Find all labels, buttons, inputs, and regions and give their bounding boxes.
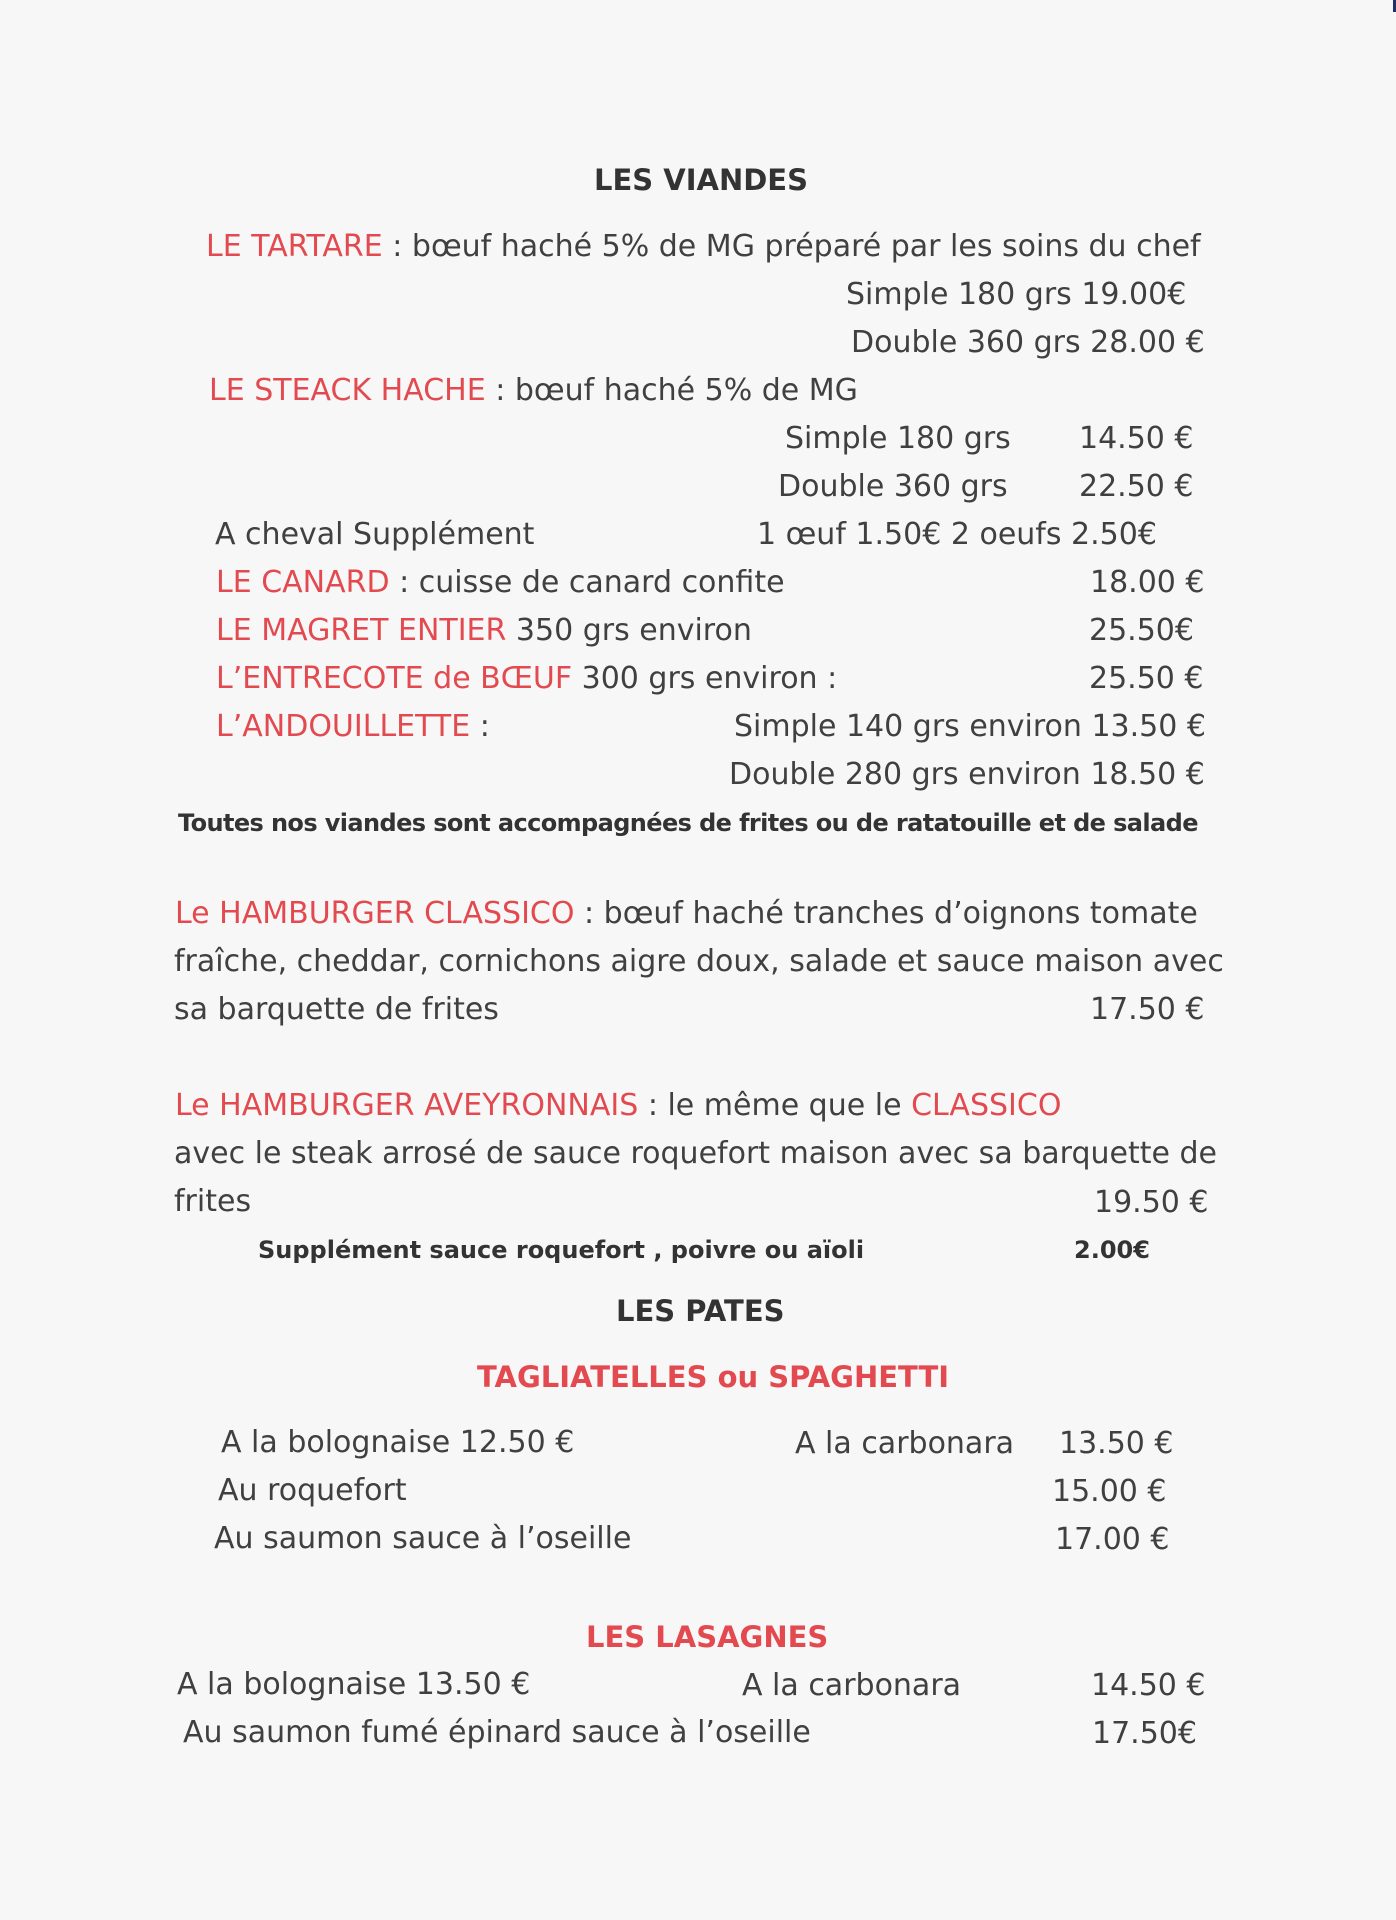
tartare-desc: : bœuf haché 5% de MG préparé par les soins du chef	[382, 229, 1201, 264]
aveyronnais-line1	[175, 1087, 1061, 1125]
cheval-value: 1 œuf 1.50€ 2 oeufs 2.50€	[757, 517, 1157, 552]
lasagnes-saumon-price: 17.50€	[1092, 1716, 1197, 1751]
aveyronnais-price: 19.50 €	[1094, 1185, 1209, 1220]
aveyronnais-desc: : le même que le	[638, 1088, 912, 1123]
supplement-price: 2.00€	[1074, 1236, 1150, 1264]
classico-desc: : bœuf haché tranches d’oignons tomate	[574, 896, 1198, 931]
steack-line	[209, 372, 858, 410]
lasagnes-carbonara-price: 14.50 €	[1091, 1668, 1206, 1703]
entrecote-desc: 300 grs environ :	[572, 661, 838, 696]
andouillette-simple: Simple 140 grs environ 13.50 €	[734, 709, 1206, 744]
pates-saumon-price: 17.00 €	[1055, 1522, 1170, 1557]
pates-saumon: Au saumon sauce à l’oseille	[214, 1521, 632, 1556]
andouillette-double: Double 280 grs environ 18.50 €	[729, 757, 1205, 792]
aveyronnais-line3: frites	[174, 1184, 252, 1219]
pates-carbonara-price: 13.50 €	[1059, 1426, 1174, 1461]
section-title-lasagnes: LES LASAGNES	[586, 1620, 829, 1654]
steack-name: LE STEACK HACHE	[209, 373, 486, 408]
entrecote-name: L’ENTRECOTE de BŒUF	[216, 661, 573, 696]
section-title-viandes: LES VIANDES	[594, 163, 808, 197]
pates-roquefort-price: 15.00 €	[1052, 1474, 1167, 1509]
cheval-label: A cheval Supplément	[215, 517, 535, 552]
classico-line1	[175, 895, 1198, 933]
steack-double-price: 22.50 €	[1079, 469, 1194, 504]
entrecote-line	[216, 660, 837, 698]
steack-desc: : bœuf haché 5% de MG	[485, 373, 858, 408]
magret-name: LE MAGRET ENTIER	[216, 613, 507, 648]
andouillette-name: L’ANDOUILLETTE	[216, 709, 471, 744]
pates-bolognaise: A la bolognaise 12.50 €	[221, 1425, 575, 1460]
steack-simple: Simple 180 grs	[785, 421, 1011, 456]
lasagnes-saumon: Au saumon fumé épinard sauce à l’oseille	[183, 1715, 811, 1750]
tartare-name: LE TARTARE	[206, 229, 383, 264]
andouillette-line	[216, 708, 490, 746]
canard-name: LE CANARD	[216, 565, 390, 600]
lasagnes-carbonara: A la carbonara	[742, 1668, 962, 1703]
viandes-note: Toutes nos viandes sont accompagnées de frites ou de ratatouille et de salade	[178, 809, 1198, 837]
pates-roquefort: Au roquefort	[218, 1473, 407, 1508]
tartare-line	[206, 228, 1201, 266]
lasagnes-bolognaise: A la bolognaise 13.50 €	[177, 1667, 531, 1702]
magret-price: 25.50€	[1089, 613, 1194, 648]
canard-price: 18.00 €	[1090, 565, 1205, 600]
entrecote-price: 25.50 €	[1089, 661, 1204, 696]
tartare-double: Double 360 grs 28.00 €	[851, 325, 1205, 360]
canard-desc: : cuisse de canard confite	[389, 565, 785, 600]
steack-double: Double 360 grs	[778, 469, 1008, 504]
pates-subtitle: TAGLIATELLES ou SPAGHETTI	[477, 1360, 950, 1394]
magret-desc: 350 grs environ	[506, 613, 752, 648]
classico-name: Le HAMBURGER CLASSICO	[175, 896, 575, 931]
andouillette-desc: :	[470, 709, 490, 744]
supplement-label: Supplément sauce roquefort , poivre ou aïoli	[258, 1236, 865, 1264]
aveyronnais-classico: CLASSICO	[911, 1088, 1062, 1123]
tartare-simple: Simple 180 grs 19.00€	[846, 277, 1187, 312]
aveyronnais-name: Le HAMBURGER AVEYRONNAIS	[175, 1088, 639, 1123]
pates-carbonara: A la carbonara	[795, 1426, 1015, 1461]
section-title-pates: LES PATES	[616, 1294, 785, 1328]
magret-line	[216, 612, 752, 650]
classico-line3: sa barquette de frites	[174, 992, 499, 1027]
aveyronnais-line2: avec le steak arrosé de sauce roquefort maison avec sa barquette de	[174, 1136, 1217, 1171]
classico-line2: fraîche, cheddar, cornichons aigre doux, salade et sauce maison avec	[174, 944, 1224, 979]
steack-simple-price: 14.50 €	[1079, 421, 1194, 456]
classico-price: 17.50 €	[1090, 992, 1205, 1027]
canard-line	[216, 564, 785, 602]
